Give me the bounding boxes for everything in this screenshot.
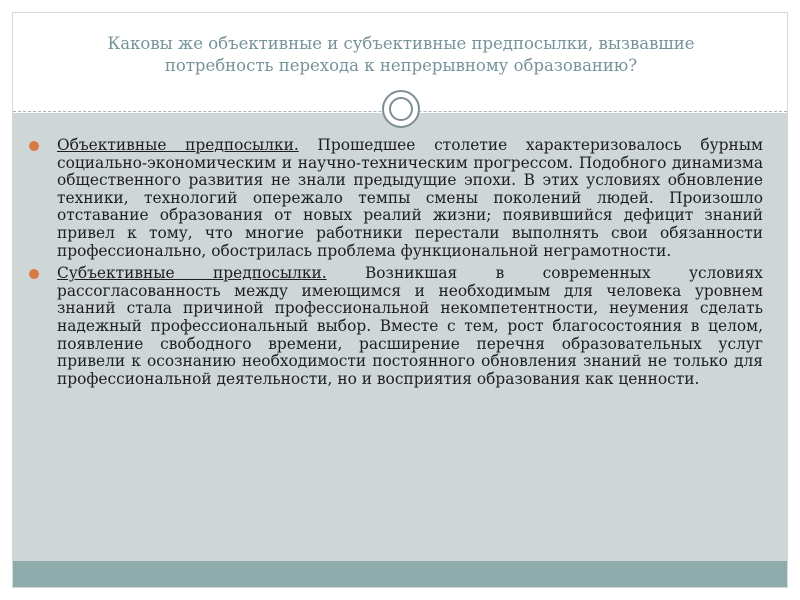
slide-title-line-1: Каковы же объективные и субъективные предпосылки, вызвавшие	[107, 34, 695, 53]
bullet-item-subjective	[57, 265, 763, 388]
slide-title-line-2: потребность перехода к непрерывному образованию?	[164, 56, 638, 75]
slide-title	[83, 33, 719, 77]
bullet-lead-objective: Объективные предпосылки.	[57, 136, 299, 154]
bottom-band	[13, 561, 787, 588]
content-area	[13, 113, 787, 561]
circle-ornament-icon	[382, 90, 420, 128]
bullet-text-subjective: Возникшая в современных условиях рассогласованность между имеющимся и необходимым для человека уровнем знаний стала причиной профессиональной некомпетентности, неумения сделать надежный профессиональный выбор. Вместе с тем, рост благосостояния в целом, появление свободного времени, расширение перечня образовательных услуг привели к осознанию необходимости постоянного обновления знаний не только для профессиональной деятельности, но и восприятия образования как ценности.	[57, 264, 763, 388]
bullet-dot-icon	[29, 141, 39, 151]
bullet-text-objective: Прошедшее столетие характеризовалось бурным социально-экономическим и научно-техническим прогрессом. Подобного динамизма общественного развития не знали предыдущие эпохи. В этих условиях обновление техники, технологий опережало темпы смены поколений людей. Произошло отставание образования от новых реалий жизни; появившийся дефицит знаний привел к тому, что многие работники перестали выполнять свои обязанности профессионально, обострилась проблема функциональной неграмотности.	[57, 136, 763, 260]
bullet-item-objective	[57, 137, 763, 260]
bullet-lead-subjective: Субъективные предпосылки.	[57, 264, 327, 283]
bullet-dot-icon	[29, 269, 39, 279]
circle-ornament-inner-icon	[389, 97, 413, 121]
bullet-list	[57, 137, 763, 393]
slide	[12, 12, 788, 588]
